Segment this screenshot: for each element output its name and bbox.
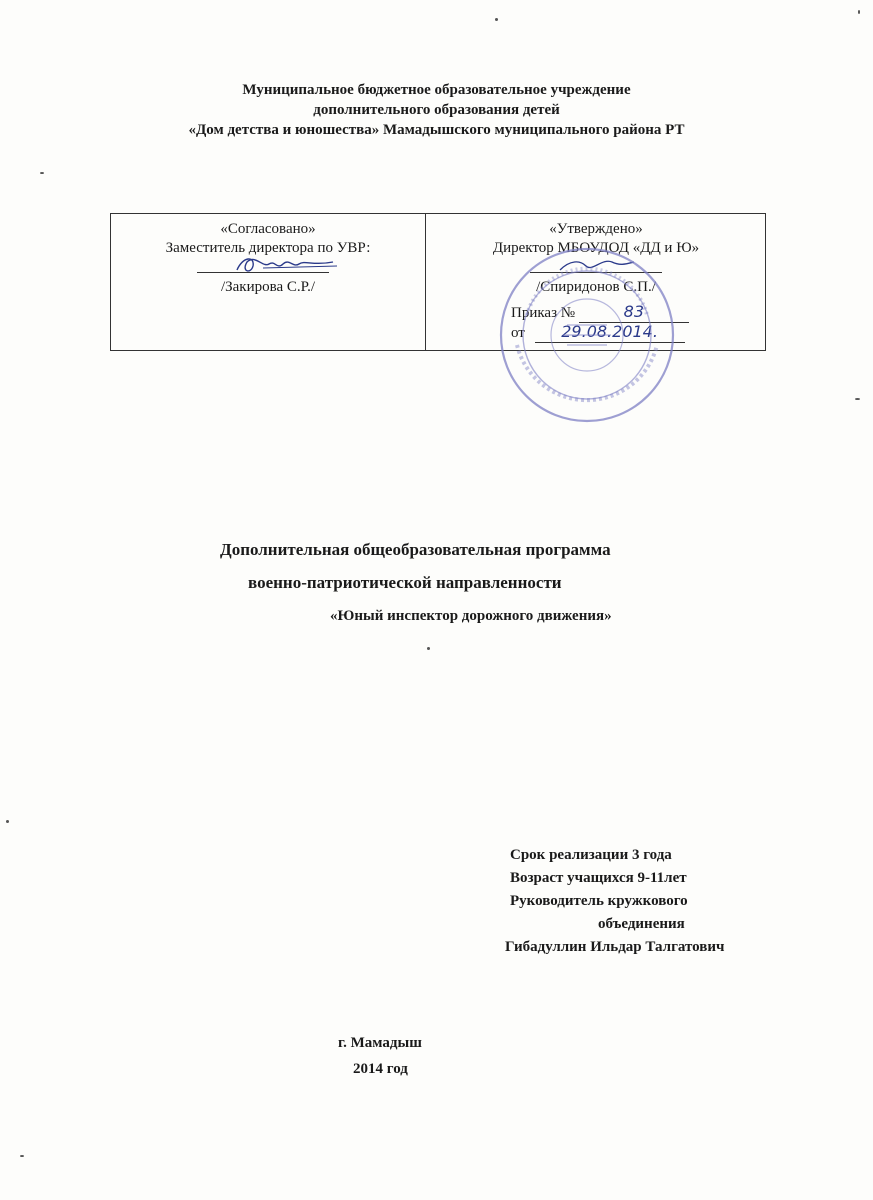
scan-speck — [20, 1155, 24, 1157]
official-stamp-icon — [497, 245, 677, 425]
program-title-line-2: военно-патриотической направленности — [248, 573, 562, 592]
scan-speck — [427, 647, 430, 650]
institution-header — [0, 80, 873, 140]
header-line-3: «Дом детства и юношества» Мамадышского муниципального района РТ — [188, 122, 685, 138]
approved-by-title: «Согласовано» — [220, 221, 316, 237]
signature-line-left — [111, 258, 425, 278]
header-line-1: Муниципальное бюджетное образовательное учреждение — [242, 82, 631, 98]
confirmed-name: /Спиридонов С.П./ — [536, 279, 656, 295]
duration-text: Срок реализации 3 года — [510, 847, 672, 863]
approved-by-name: /Закирова С.Р./ — [220, 279, 316, 295]
approved-by-position: Заместитель директора по УВР: — [165, 240, 371, 256]
confirmed-title: «Утверждено» — [549, 221, 643, 237]
order-number: 83 — [623, 302, 644, 321]
order-date: 29.08.2014. — [561, 322, 658, 341]
scan-speck — [495, 18, 498, 21]
program-info — [500, 844, 725, 959]
scan-speck — [855, 398, 860, 400]
date-label: от — [511, 325, 525, 341]
year-text: 2014 год — [353, 1061, 408, 1077]
signature-icon — [233, 252, 343, 276]
scan-speck — [858, 10, 860, 14]
leader-name: Гибадуллин Ильдар Талгатович — [505, 939, 725, 955]
age-text: Возраст учащихся 9-11лет — [510, 870, 687, 886]
program-title-line-3: «Юный инспектор дорожного движения» — [330, 608, 612, 624]
order-label: Приказ № — [511, 305, 576, 321]
confirmed-position: Директор МБОУДОД «ДД и Ю» — [492, 240, 700, 256]
scan-speck — [6, 820, 9, 823]
city-text: г. Мамадыш — [338, 1035, 422, 1051]
leader-label-1: Руководитель кружкового — [510, 893, 688, 909]
approval-left-cell — [111, 220, 425, 297]
scan-speck — [40, 172, 44, 174]
program-title-line-1: Дополнительная общеобразовательная программа — [220, 540, 611, 559]
leader-label-2: объединения — [598, 916, 685, 932]
header-line-2: дополнительного образования детей — [313, 102, 560, 118]
